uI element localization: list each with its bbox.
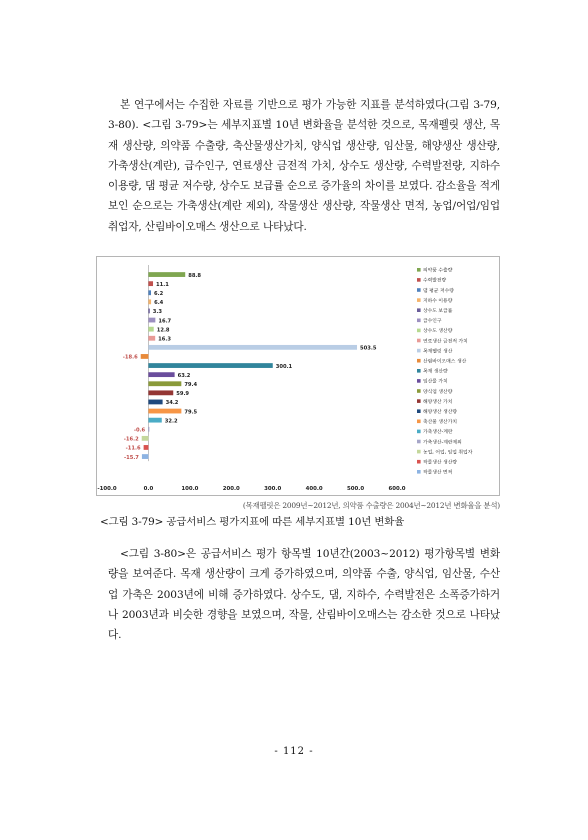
body-paragraph-1: 본 연구에서는 수집한 자료를 기반으로 평가 가능한 지표를 분석하였다(그림 3-79, 3-80). <그림 3-79>는 세부지표별 10년 변화율을 분석한 것으로, 목재펠릿 생산, 목재 생산량, 의약품 수출량, 축산물생산가치, 양식업 생산량, 임산물, 해양생산 생산량, 가축생산(계란), 급수인구, 연료생산 금전적 가치, 상수도 생산량, 수력발전량, 지하수 이용량, 댐 평균 저수량, 상수도 보급률 순으로 증가율의 차이를 보였다. 감소율을 적게 보인 순으로는 가축생산(계란 제외), 작물생산 생산량, 작물생산 면적, 농업/어업/임업 취업자, 산림바이오매스 생산으로 나타났다. bbox=[108, 99, 500, 233]
bar-value-label: -11.6 bbox=[125, 445, 141, 452]
legend-label: 댐 평균 저수량 bbox=[423, 288, 454, 294]
legend-swatch bbox=[417, 389, 421, 393]
x-tick-label: 400.0 bbox=[305, 486, 323, 492]
bar-value-label: 34.2 bbox=[165, 400, 179, 407]
legend-swatch bbox=[417, 268, 421, 272]
legend-label: 연료생산 금전적 가치 bbox=[423, 339, 468, 345]
bar bbox=[148, 427, 149, 432]
legend-label: 산림바이오매스 생산 bbox=[423, 359, 467, 365]
chart-source-note: (목재펠릿은 2009년~2012년, 의약품 수출량은 2004년~2012년 변화율을 분석) bbox=[242, 501, 500, 510]
legend-label: 가축생산-계란제외 bbox=[423, 440, 462, 446]
bar bbox=[148, 318, 155, 323]
x-tick-label: -100.0 bbox=[97, 486, 117, 492]
legend-label: 농업, 어업, 임업 취업자 bbox=[423, 450, 473, 456]
bar-value-label: 6.4 bbox=[154, 300, 164, 307]
legend-label: 해양생산 생산량 bbox=[423, 410, 457, 415]
bar bbox=[142, 436, 149, 441]
legend-label: 양식업 생산량 bbox=[423, 389, 453, 395]
bar bbox=[148, 345, 357, 350]
bar bbox=[148, 409, 181, 414]
x-tick-label: 100.0 bbox=[181, 486, 199, 492]
bar bbox=[142, 454, 149, 459]
legend-swatch bbox=[417, 430, 421, 434]
legend-label: 축산물 생산가치 bbox=[423, 420, 457, 426]
legend-swatch bbox=[417, 450, 421, 454]
legend-swatch bbox=[417, 288, 421, 292]
legend-label: 가축생산-계란 bbox=[423, 430, 453, 436]
x-tick-label: 600.0 bbox=[388, 486, 406, 492]
legend-label: 지하수 이용량 bbox=[423, 298, 453, 304]
bar-chart bbox=[96, 256, 500, 496]
bar-value-label: -0.6 bbox=[133, 427, 146, 434]
bar-value-label: 300.1 bbox=[275, 363, 293, 370]
legend-swatch bbox=[417, 470, 421, 474]
bar-value-label: 32.2 bbox=[164, 418, 178, 425]
bar bbox=[148, 400, 162, 405]
bar bbox=[148, 299, 151, 304]
legend-swatch bbox=[417, 349, 421, 353]
bar-value-label: 79.4 bbox=[184, 381, 198, 388]
x-tick-label: 200.0 bbox=[222, 486, 240, 492]
legend-swatch bbox=[417, 298, 421, 302]
bar bbox=[144, 445, 149, 450]
legend-swatch bbox=[417, 369, 421, 373]
legend-label: 수력발전량 bbox=[423, 278, 447, 284]
bar-value-label: 88.8 bbox=[188, 272, 202, 279]
legend-label: 임산물 가치 bbox=[423, 379, 448, 385]
legend-label: 급수인구 bbox=[423, 319, 442, 325]
figure-caption: <그림 3-79> 공급서비스 평가지표에 따른 세부지표별 10년 변화율 bbox=[100, 516, 405, 528]
bar-value-label: 11.1 bbox=[156, 281, 169, 288]
bar-value-label: 12.8 bbox=[156, 327, 170, 334]
bar-value-label: 503.5 bbox=[360, 345, 377, 352]
bar bbox=[148, 327, 153, 332]
bar-value-label: 6.2 bbox=[153, 290, 164, 297]
bar-value-label: -18.6 bbox=[122, 354, 138, 361]
x-tick-label: 500.0 bbox=[347, 486, 365, 492]
bar bbox=[148, 363, 272, 368]
bar bbox=[148, 281, 153, 286]
legend-label: 작물생산 면적 bbox=[423, 470, 453, 476]
x-tick-label: 0.0 bbox=[143, 486, 154, 492]
bar bbox=[148, 309, 149, 314]
legend-swatch bbox=[417, 399, 421, 403]
bar bbox=[148, 336, 155, 341]
legend-swatch bbox=[417, 379, 421, 383]
legend-swatch bbox=[417, 308, 421, 312]
bar bbox=[148, 381, 181, 386]
bar bbox=[141, 354, 149, 359]
bar-value-label: 3.3 bbox=[152, 309, 162, 316]
legend-swatch bbox=[417, 278, 421, 282]
legend-swatch bbox=[417, 359, 421, 363]
legend-label: 상수도 보급률 bbox=[423, 309, 453, 314]
bar-value-label: -15.7 bbox=[123, 454, 139, 461]
legend-swatch bbox=[417, 440, 421, 444]
legend-swatch bbox=[417, 460, 421, 464]
bar bbox=[148, 272, 185, 277]
legend-label: 목재 생산량 bbox=[423, 369, 448, 375]
legend-swatch bbox=[417, 339, 421, 343]
bar-value-label: 59.9 bbox=[176, 391, 190, 398]
legend-swatch bbox=[417, 409, 421, 413]
legend-swatch bbox=[417, 319, 421, 323]
legend-label: 상수도 생산량 bbox=[423, 329, 453, 335]
legend-label: 해양생산 가치 bbox=[423, 399, 453, 405]
bar-value-label: 16.7 bbox=[158, 318, 172, 325]
body-paragraph-2: <그림 3-80>은 공급서비스 평가 항목별 10년간(2003~2012) 평가항목별 변화량을 보여준다. 목재 생산량이 크게 증가하였으며, 의약품 수출, 양식업, 임산물, 수산업 가축은 2003년에 비해 증가하였다. 상수도, 댐, 지하수, 수력발전은 소폭증가하거나 2003년과 비슷한 경향을 보였으며, 작물, 산림바이오매스는 감소한 것으로 나타났다. bbox=[108, 548, 500, 642]
bar-value-label: 16.3 bbox=[158, 336, 171, 343]
bar-value-label: -16.2 bbox=[123, 436, 139, 443]
page-number: - 112 - bbox=[274, 746, 314, 757]
legend-label: 목재펠릿 생산 bbox=[423, 349, 453, 355]
bar bbox=[148, 418, 161, 423]
legend-swatch bbox=[417, 420, 421, 424]
legend-label: 의약품 수출량 bbox=[423, 268, 453, 274]
bar-value-label: 63.2 bbox=[177, 372, 191, 379]
bar bbox=[148, 290, 151, 295]
bar bbox=[148, 372, 174, 377]
legend-label: 작물생산 생산량 bbox=[423, 460, 457, 466]
chart-canvas bbox=[97, 257, 499, 495]
x-tick-label: 300.0 bbox=[264, 486, 282, 492]
legend-swatch bbox=[417, 329, 421, 333]
bar-value-label: 79.5 bbox=[184, 409, 198, 416]
bar bbox=[148, 390, 173, 395]
